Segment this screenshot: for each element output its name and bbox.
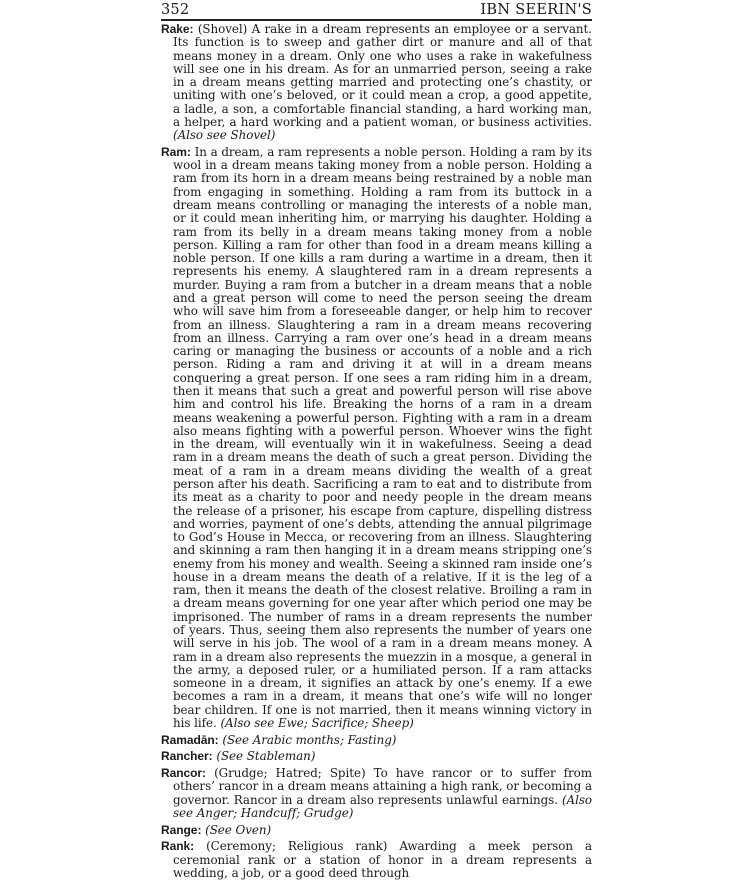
headword-colon: : [197, 822, 202, 837]
entry-body: (Shovel) A rake in a dream represents an employee or a servant. Its function is to sweep and gather dirt or manure and all of that means money in a dream. Only one who uses a rake in wakefulness will see one in his dream. As for an unmarried person, seeing a rake in a dream means getting married and protecting one’s chastity, or uniting with one’s beloved, or it could mean a crop, a good appetite, a ladle, a son, a comfortable financial standing, a hard working man, a helper, a hard working and a patient woman, or business activities. [173, 22, 592, 129]
running-header [161, 0, 592, 22]
headword-colon: : [186, 144, 191, 159]
book-title: IBN SEERIN'S [480, 2, 592, 18]
headword: Ramadān [161, 732, 215, 747]
entry-body: (Grudge; Hatred; Spite) To have rancor or to suffer from others’ rancor in a dream means attaining a high rank, or becoming a governor. Rancor in a dream also represents unlawful earnings. [173, 766, 592, 807]
headword: Rake [161, 22, 190, 36]
headword-colon: : [214, 732, 219, 747]
entry-range [161, 824, 592, 837]
cross-reference: (Also see Ewe; Sacrifice; Sheep) [220, 716, 414, 731]
entry-ramadan [161, 734, 592, 747]
entry-body: In a dream, a ram represents a noble person. Holding a ram by its wool in a dream means taking money from a noble person. Holding a ram from its horn in a dream means being restrained by a noble man from engaging in something. Holding a ram from its buttock in a dream means controlling or managing the interests of a noble man, or it could mean inheriting him, or marrying his daughter. Holding a ram from its belly in a dream means taking money from a noble person. Killing a ram for other than food in a dream means killing a noble person. If one kills a ram during a wartime in a dream, then it represents his enemy. A slaughtered ram in a dream represents a murder. Buying a ram from a butcher in a dream means that a noble and a great person will come to need the person seeing the dream who will save him from a foreseeable danger, or help him to recover from an illness. Slaughtering a ram in a dream means recovering from an illness. Carrying a ram over one’s head in a dream means caring or managing the business or accounts of a noble and a rich person. Riding a ram and driving it at will in a dream means conquering a great person. If one sees a ram riding him in a dream, then it means that such a great and powerful person will rise above him and control his life. Breaking the horns of a ram in a dream means weakening a powerful person. Fighting with a ram in a dream also means fighting with a powerful person. Whoever wins the fight in the dream, will eventually win it in wakefulness. Seeing a dead ram in a dream means the death of such a great person. Dividing the meat of a ram in a dream means dividing the wealth of a great person after his death. Sacrificing a ram to eat and to distribute from its meat as a charity to poor and needy people in the dream means the release of a prisoner, his escape from capture, dispelling distress and worries, payment of one’s debts, attending the annual pilgrimage to God’s House in Mecca, or recovering from an illness. Slaughtering and skinning a ram then hanging it in a dream means stripping one’s enemy from his money and wealth. Seeing a skinned ram inside one’s house in a dream means the death of a relative. If it is the leg of a ram, then it means the death of the closest relative. Broiling a ram in a dream means governing for one year after which period one may be imprisoned. The number of rams in a dream represents the number of years. Thus, seeing them also represents the number of years one will serve in his job. The wool of a ram in a dream means money. A ram in a dream also represents the muezzin in a mosque, a general in the army, a deposed ruler, or a humiliated person. If a ram attacks someone in a dream, it signifies an attack by one’s enemy. If a ewe becomes a ram in a dream, it means that one’s wife will no longer bear children. If one is not married, then it means winning victory in his life. [173, 144, 593, 731]
dictionary-entries [161, 23, 592, 883]
headword: Rancor [161, 766, 203, 781]
entry-rancor [161, 767, 592, 820]
cross-reference: (See Oven) [205, 822, 272, 837]
headword: Rank [161, 839, 191, 854]
headword-colon: : [202, 766, 206, 781]
entry-rake [161, 23, 592, 143]
headword: Ram [161, 144, 187, 159]
cross-reference: (Also see Anger; Handcuff; Grudge) [173, 792, 592, 820]
headword-colon: : [208, 749, 213, 764]
entry-body: (Ceremony; Religious rank) Awarding a meek person a ceremonial rank or a station of honor in a dream represents a wedding, a job, or a good deed through [173, 839, 592, 880]
headword: Rancher [161, 749, 209, 764]
headword-colon: : [189, 22, 194, 36]
headword-colon: : [190, 839, 195, 854]
page-number: 352 [161, 2, 190, 18]
book-page [161, 0, 593, 880]
entry-ram [161, 146, 592, 730]
entry-rancher [161, 750, 592, 763]
headword: Range [161, 822, 198, 837]
cross-reference: (See Stableman) [216, 749, 316, 764]
cross-reference: (See Arabic months; Fasting) [222, 732, 397, 747]
cross-reference: (Also see Shovel) [173, 128, 276, 143]
header-rule [161, 19, 592, 21]
entry-rank [161, 840, 592, 880]
